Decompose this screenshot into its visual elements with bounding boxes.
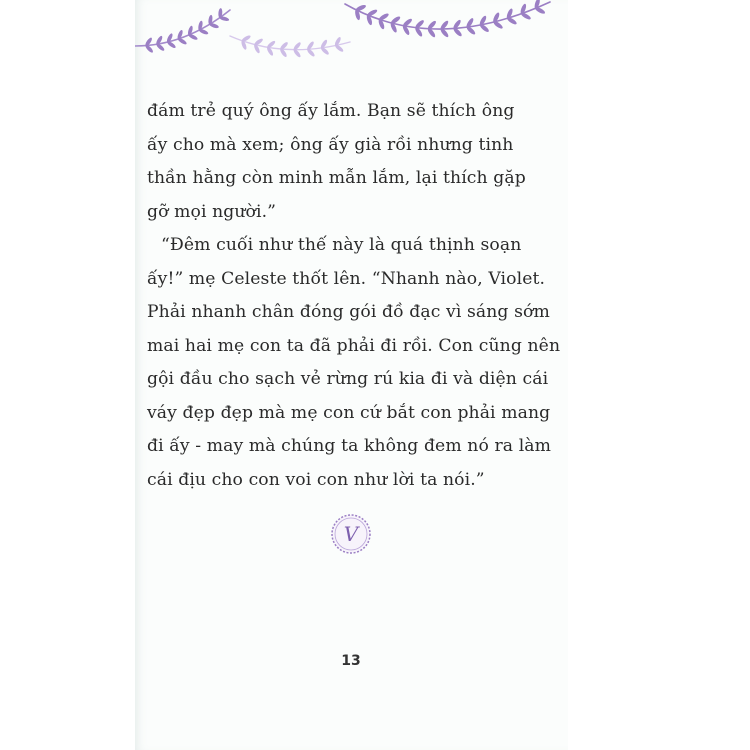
text-line: đi ấy - may mà chúng ta không đem nó ra làm bbox=[147, 436, 552, 456]
leaf-icon bbox=[366, 14, 373, 26]
text-line: ấy!” mẹ Celeste thốt lên. “Nhanh nào, Violet. bbox=[147, 268, 546, 289]
text-line: gội đầu cho sạch vẻ rừng rú kia đi và diện cái bbox=[147, 369, 549, 389]
v-monogram-emblem bbox=[330, 513, 372, 555]
text-line: đám trẻ quý ông ấy lắm. Bạn sẽ thích ông bbox=[147, 101, 515, 121]
text-line: gỡ mọi người.” bbox=[147, 201, 277, 222]
text-line: ấy cho mà xem; ông ấy già rồi nhưng tinh bbox=[147, 134, 514, 155]
leaf-icon bbox=[520, 12, 532, 21]
text-line: thần hằng còn minh mẫn lắm, lại thích gặp bbox=[147, 168, 526, 188]
text-line: “Đêm cuối như thế này là quá thịnh soạn bbox=[161, 235, 522, 255]
laurel-vine-ornament bbox=[135, 0, 568, 70]
text-line: váy đẹp đẹp mà mẹ con cứ bắt con phải mang bbox=[147, 402, 551, 423]
page-number: 13 bbox=[341, 653, 361, 669]
text-line: Phải nhanh chân đóng gói đồ đạc vì sáng sớm bbox=[147, 302, 550, 322]
leaf-icon bbox=[354, 9, 361, 21]
leaf-icon bbox=[240, 40, 247, 51]
book-page bbox=[135, 0, 568, 750]
body-text bbox=[147, 95, 562, 497]
text-line: cái địu cho con voi con như lời ta nói.” bbox=[147, 469, 485, 490]
emblem-letter: V bbox=[343, 522, 359, 546]
text-line: mai hai mẹ con ta đã phải đi rồi. Con cũng nên bbox=[147, 335, 561, 356]
